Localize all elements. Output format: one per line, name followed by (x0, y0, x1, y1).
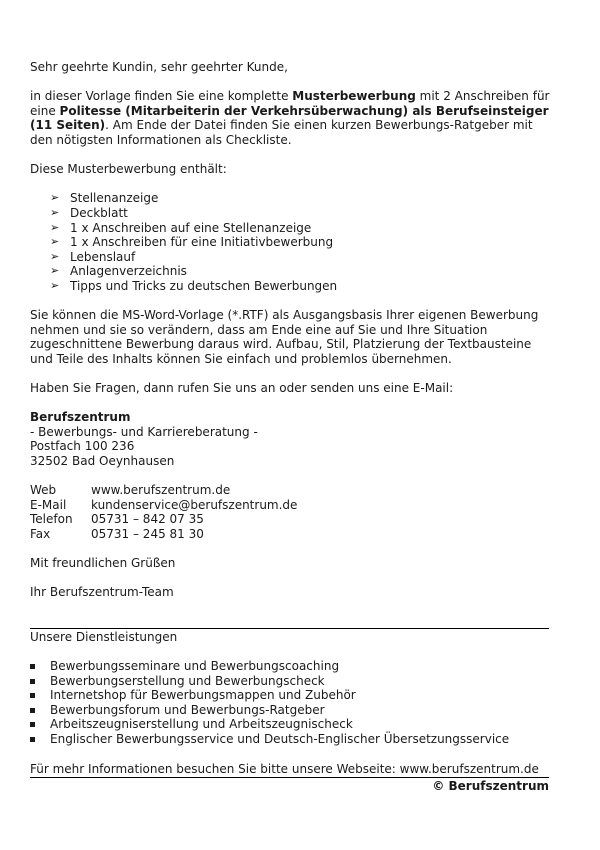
list-item: ➢ Tipps und Tricks zu deutschen Bewerbungen (50, 278, 338, 293)
arrow-bullet-icon: ➢ (50, 264, 60, 278)
square-bullet-icon (30, 679, 35, 684)
arrow-bullet-icon: ➢ (50, 205, 60, 219)
salutation: Sehr geehrte Kundin, sehr geehrter Kunde, (30, 60, 288, 74)
email-link[interactable]: kundenservice@berufszentrum.de (91, 497, 298, 512)
company-name: Berufszentrum (30, 410, 131, 425)
contents-heading: Diese Musterbewerbung enthält: (30, 162, 227, 177)
list-item: ➢ Stellenanzeige (50, 191, 159, 206)
arrow-bullet-icon: ➢ (50, 249, 60, 263)
postbox: Postfach 100 236 (30, 439, 135, 454)
arrow-bullet-icon: ➢ (50, 278, 60, 292)
services-list (30, 659, 570, 747)
footer-info-link[interactable]: Für mehr Informationen besuchen Sie bitte unsere Webseite: www.berufszentrum.de (30, 762, 539, 776)
square-bullet-icon (30, 737, 35, 742)
contact-web: Web www.berufszentrum.de (30, 483, 231, 498)
contact-fax: Fax 05731 – 245 81 30 (30, 527, 204, 541)
closing: Mit freundlichen Grüßen (30, 556, 176, 571)
services-title: Unsere Dienstleistungen (30, 630, 178, 644)
contact-email: E-Mail kundenservice@berufszentrum.de (30, 497, 298, 512)
square-bullet-icon (30, 693, 35, 698)
ms-word-paragraph: Sie können die MS-Word-Vorlage (*.RTF) als Ausgangsbasis Ihrer eigenen Bewerbung nehmen und sie so verändern, dass am Ende eine auf Sie und Ihre Situation zugeschnittene Bewerbung daraus wird. Aufbau, Stil, Platzierung der Textbausteine und Teile des Inhalts können Sie einfach und problemlos übernehmen. (30, 308, 539, 366)
contact-phone: Telefon 05731 – 842 07 35 (30, 512, 204, 527)
web-link[interactable]: www.berufszentrum.de (91, 483, 231, 498)
arrow-bullet-icon: ➢ (50, 191, 60, 205)
intro-text-3: . Am Ende der Datei finden Sie einen kurzen Bewerbungs-Ratgeber mit den nötigsten Informationen als Checkliste. (30, 118, 533, 147)
arrow-bullet-icon: ➢ (50, 235, 60, 249)
list-item: ➢ 1 x Anschreiben für eine Initiativbewerbung (50, 235, 334, 250)
contents-list (30, 191, 550, 293)
list-item: ➢ Lebenslauf (50, 249, 136, 264)
intro-bold-1: Musterbewerbung (292, 89, 416, 104)
intro-text-2: mit 2 Anschreiben für eine (30, 89, 550, 118)
intro-bold-2: Politesse (Mitarbeiterin der Verkehrsüberwachung) als Berufseinsteiger (11 Seiten) (30, 103, 549, 133)
list-item: Bewerbungsseminare und Bewerbungscoaching (30, 659, 570, 674)
list-item: ➢ 1 x Anschreiben auf eine Stellenanzeige (50, 220, 312, 235)
arrow-bullet-icon: ➢ (50, 220, 60, 234)
company-tagline: - Bewerbungs- und Karriereberatung - (30, 424, 258, 439)
intro-paragraph (30, 89, 550, 147)
footer-divider (30, 777, 549, 778)
square-bullet-icon (30, 708, 35, 713)
list-item: ➢ Anlagenverzeichnis (50, 264, 187, 279)
list-item: Internetshop für Bewerbungsmappen und Zubehör (30, 688, 570, 703)
signature: Ihr Berufszentrum-Team (30, 585, 174, 600)
questions-text: Haben Sie Fragen, dann rufen Sie uns an oder senden uns eine E-Mail: (30, 381, 454, 396)
list-item: Arbeitszeugniserstellung und Arbeitszeugnischeck (30, 717, 570, 732)
intro-text-1: in dieser Vorlage finden Sie eine komplette (30, 89, 293, 104)
square-bullet-icon (30, 664, 35, 669)
copyright: © Berufszentrum (432, 779, 549, 793)
city: 32502 Bad Oeynhausen (30, 454, 175, 469)
list-item: Englischer Bewerbungsservice und Deutsch-Englischer Übersetzungsservice (30, 732, 570, 747)
letter-body (30, 60, 550, 600)
section-divider (30, 628, 549, 629)
square-bullet-icon (30, 722, 35, 727)
list-item: Bewerbungsforum und Bewerbungs-Ratgeber (30, 703, 570, 718)
list-item: ➢ Deckblatt (50, 205, 128, 220)
list-item: Bewerbungserstellung und Bewerbungscheck (30, 674, 570, 689)
